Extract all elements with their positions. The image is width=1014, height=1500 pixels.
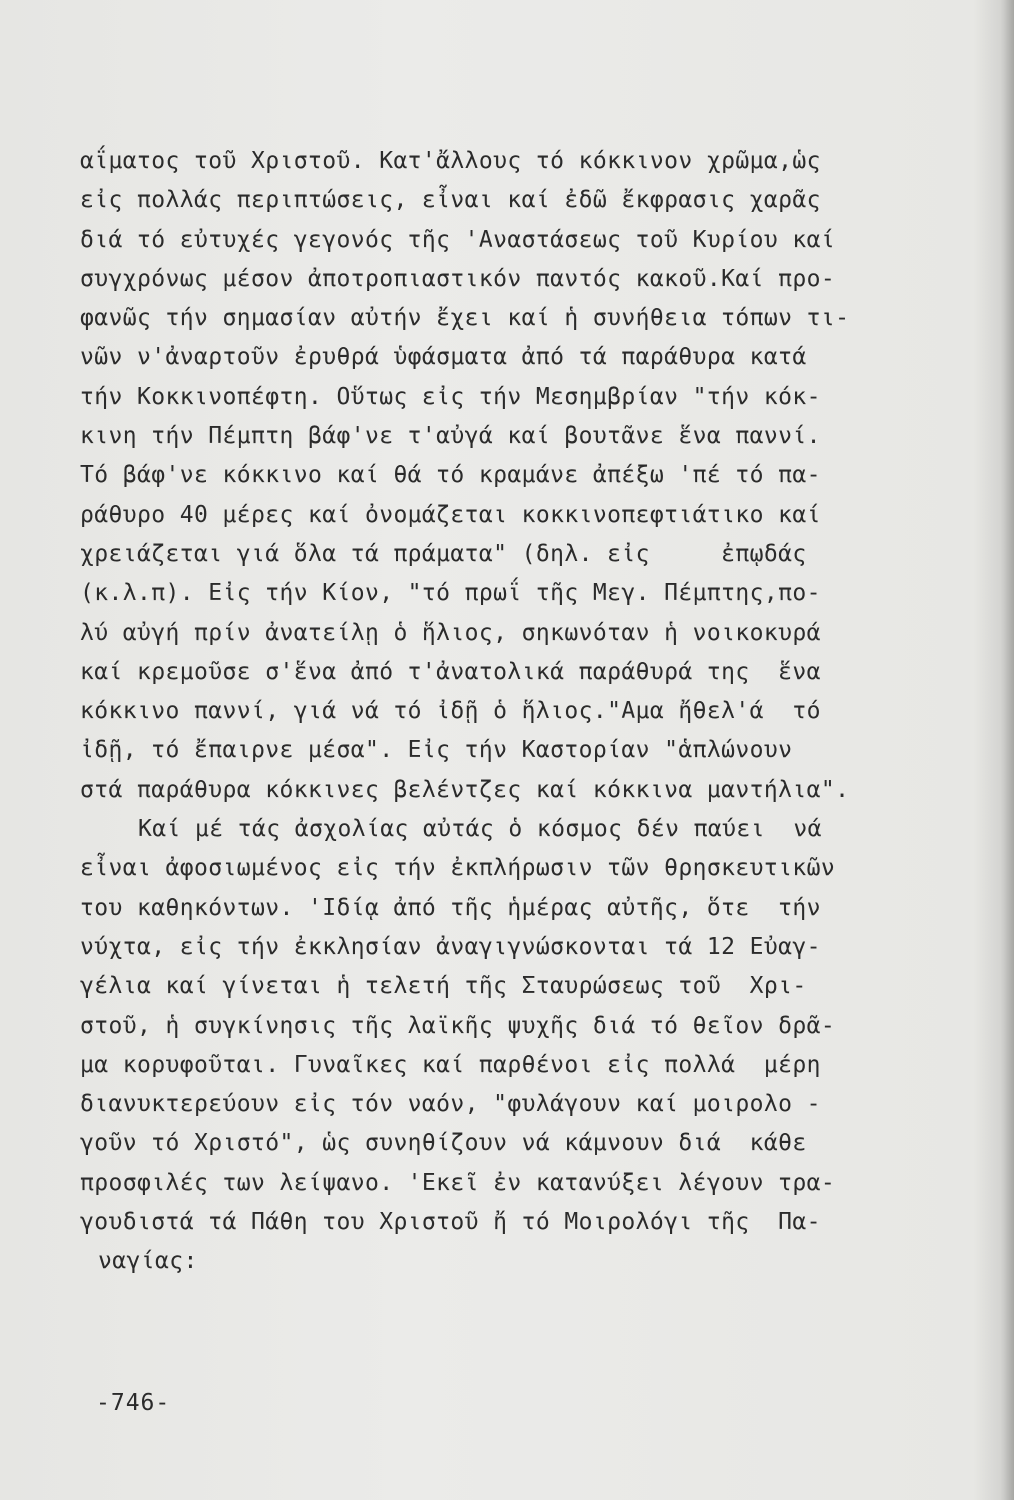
text-line: γουδιστά τά Πάθη του Χριστοῦ ἤ τό Μοιρολόγι τῆς Πα- [80,1209,821,1236]
text-line: μα κορυφοῦται. Γυναῖκες καί παρθένοι εἰς πολλά μέρη [80,1051,821,1078]
text-line: ράθυρο 40 μέρες καί ὀνομάζεται κοκκινοπεφτιάτικο καί [80,501,821,528]
text-line: χρειάζεται γιά ὅλα τά πράματα" (δηλ. εἰς ἐπῳδάς [80,540,807,567]
text-line: φανῶς τήν σημασίαν αὐτήν ἔχει καί ἡ συνήθεια τόπων τι- [80,305,850,332]
page-edge-shadow [1000,0,1014,1500]
text-line: τήν Κοκκινοπέφτη. Οὕτως εἰς τήν Μεσημβρίαν "τήν κόκ- [80,383,821,410]
text-line: κόκκινο παννί, γιά νά τό ἰδῇ ὁ ἥλιος."Αμα ἤθελ'ά τό [80,698,821,725]
text-line: διά τό εὐτυχές γεγονός τῆς 'Αναστάσεως τοῦ Κυρίου καί [80,226,836,253]
text-line: λύ αὐγή πρίν ἀνατείλῃ ὁ ἥλιος, σηκωνόταν ἡ νοικοκυρά [80,619,821,646]
text-line: αΐματος τοῦ Χριστοῦ. Κατ'ἄλλους τό κόκκινον χρῶμα,ὡς [80,148,821,174]
text-line: γέλια καί γίνεται ἡ τελετή τῆς Σταυρώσεως τοῦ Χρι- [80,973,807,1000]
text-line: εἰς πολλάς περιπτώσεις, εἶναι καί ἐδῶ ἔκφρασις χαρᾶς [80,187,821,214]
text-line: στά παράθυρα κόκκινες βελέντζες καί κόκκινα μαντήλια". [80,776,850,803]
text-line: νῶν ν'ἀναρτοῦν ἐρυθρά ὑφάσματα ἀπό τά παράθυρα κατά [80,344,807,371]
body-text [80,142,980,1282]
text-line: διανυκτερεύουν εἰς τόν ναόν, "φυλάγουν καί μοιρολο - [80,1091,821,1118]
text-line: προσφιλές των λείψανο. 'Εκεῖ ἐν κατανύξει λέγουν τρα- [80,1169,836,1196]
text-line: γοῦν τό Χριστό", ὡς συνηθίζουν νά κάμνουν διά κάθε [80,1130,807,1157]
text-line: συγχρόνως μέσον ἀποτροπιαστικόν παντός κακοῦ.Καί προ- [80,265,836,292]
text-line: Τό βάφ'νε κόκκινο καί θά τό κραμάνε ἀπέξω 'πέ τό πα- [80,462,821,489]
text-line: καί κρεμοῦσε σ'ἕνα ἀπό τ'ἀνατολικά παράθυρά της ἕνα [80,658,821,685]
text-line: (κ.λ.π). Εἰς τήν Κίον, "τό πρωΐ τῆς Μεγ. Πέμπτης,πο- [80,580,821,607]
text-line: εἶναι ἀφοσιωμένος εἰς τήν ἐκπλήρωσιν τῶν θρησκευτικῶν [80,855,836,882]
text-line: ναγίας: [98,1248,198,1275]
paragraph-start-line: Καί μέ τάς ἀσχολίας αὐτάς ὁ κόσμος δέν παύει νά [138,816,822,843]
text-line: κινη τήν Πέμπτη βάφ'νε τ'αὐγά καί βουτᾶνε ἕνα παννί. [80,423,821,450]
text-line: νύχτα, εἰς τήν ἐκκλησίαν ἀναγιγνώσκονται τά 12 Εὐαγ- [80,933,821,960]
text-line: ἰδῇ, τό ἔπαιρνε μέσα". Εἰς τήν Καστορίαν "ἁπλώνουν [80,737,793,764]
page-number: -746- [96,1390,171,1416]
text-line: στοῦ, ἡ συγκίνησις τῆς λαϊκῆς ψυχῆς διά τό θεῖον δρᾶ- [80,1012,836,1039]
text-line: του καθηκόντων. 'Ιδίᾳ ἀπό τῆς ἡμέρας αὐτῆς, ὅτε τήν [80,894,821,921]
